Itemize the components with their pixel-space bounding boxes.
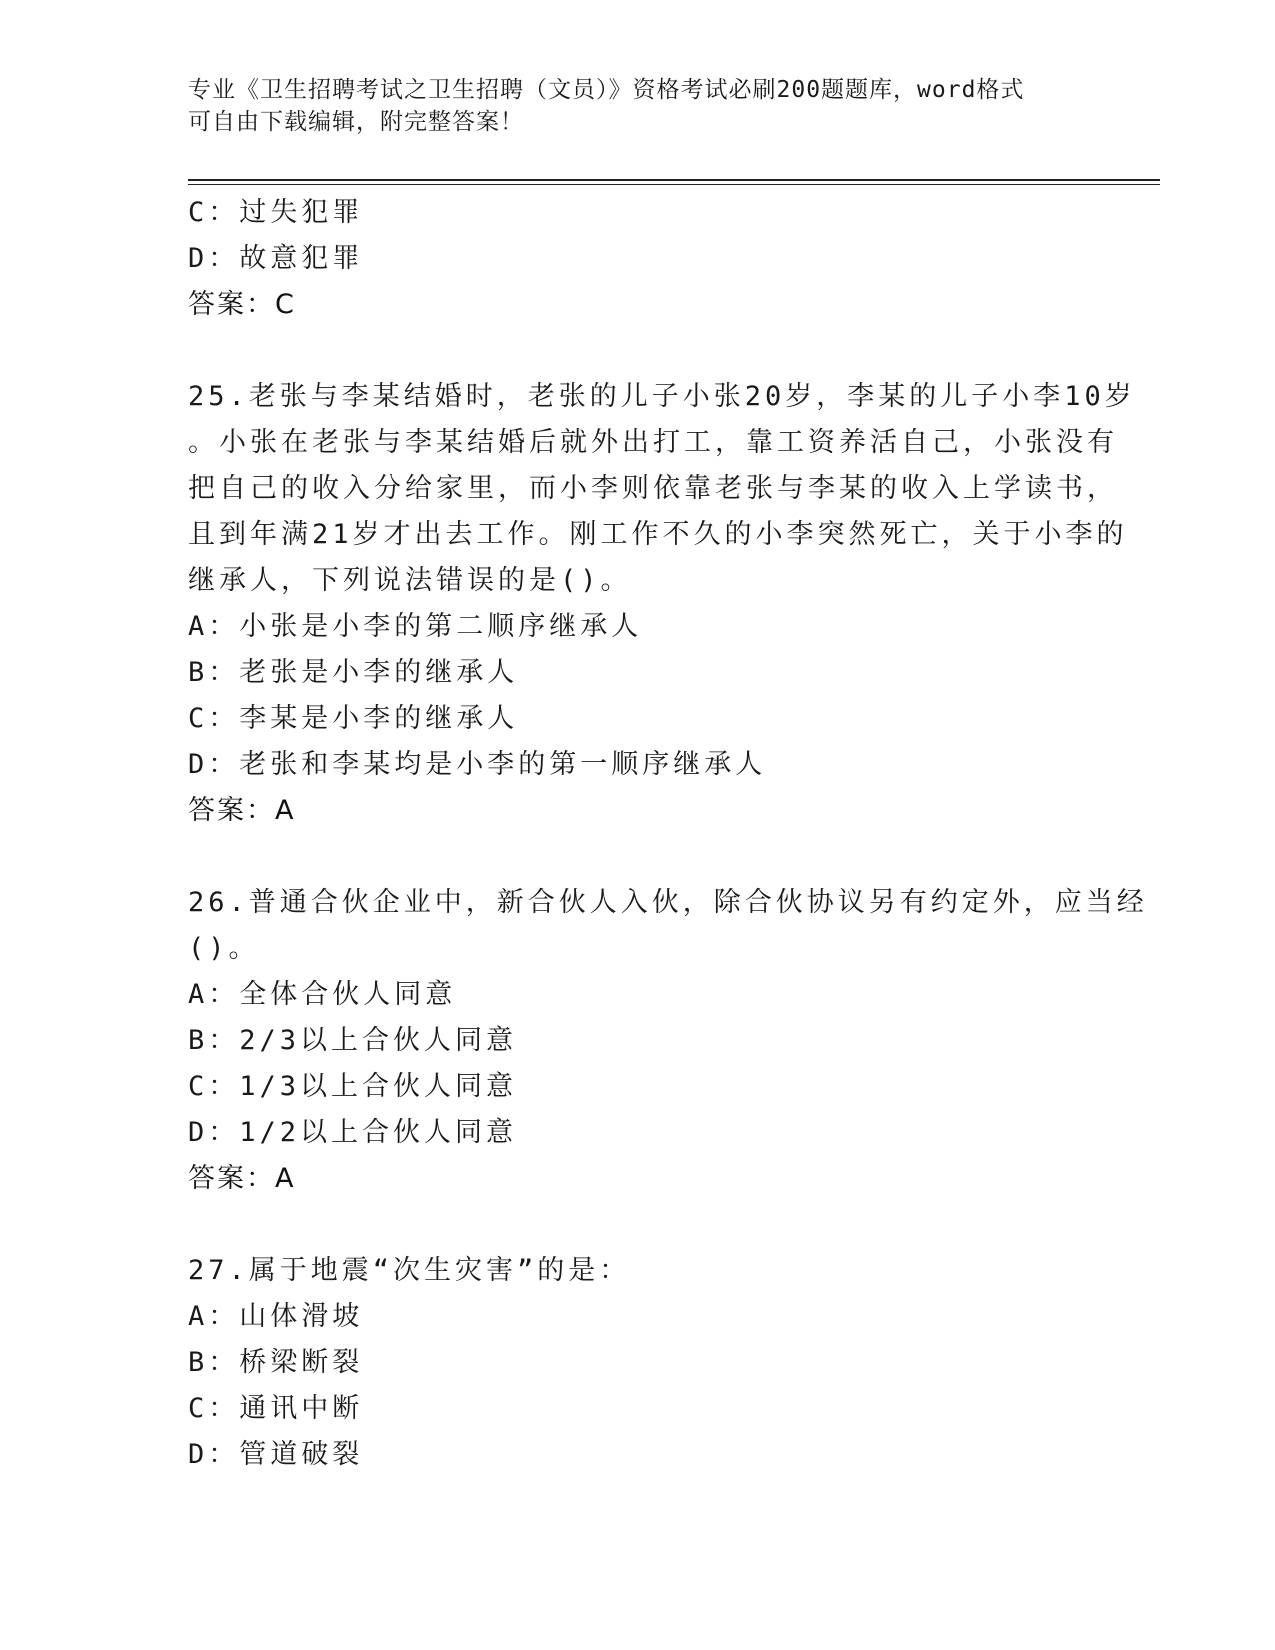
option-d: D：管道破裂: [188, 1439, 364, 1470]
option-d: D：1/2以上合伙人同意: [188, 1117, 518, 1148]
question-stem-line: ()。: [188, 933, 260, 964]
option-c: C：过失犯罪: [188, 197, 364, 228]
option-b: B：2/3以上合伙人同意: [188, 1025, 518, 1056]
option-d: D：故意犯罪: [188, 243, 364, 274]
spacer: [188, 328, 1088, 374]
question-25: [188, 374, 1136, 834]
option-c: C：1/3以上合伙人同意: [188, 1071, 518, 1102]
header-divider-thin: [188, 184, 1160, 185]
option-a: A：全体合伙人同意: [188, 979, 457, 1010]
question-stem-line: 。小张在老张与李某结婚后就外出打工，靠工资养活自己，小张没有: [188, 427, 1118, 458]
question-27: [188, 1248, 1088, 1478]
header-divider: [188, 179, 1160, 181]
option-d: D：老张和李某均是小李的第一顺序继承人: [188, 749, 767, 780]
spacer: [188, 1202, 1088, 1248]
question-stem-line: 继承人，下列说法错误的是()。: [188, 565, 632, 596]
header-line-1: 专业《卫生招聘考试之卫生招聘（文员）》资格考试必刷200题题库，word格式: [188, 77, 1025, 103]
option-b: B：桥梁断裂: [188, 1347, 364, 1378]
spacer: [188, 834, 1088, 880]
question-stem-line: 25.老张与李某结婚时，老张的儿子小张20岁，李某的儿子小李10岁: [188, 381, 1136, 412]
header-line-2: 可自由下载编辑，附完整答案！: [188, 109, 524, 135]
question-stem-line: 27.属于地震“次生灾害”的是：: [188, 1255, 631, 1286]
option-b: B：老张是小李的继承人: [188, 657, 519, 688]
answer-line: 答案：C: [188, 289, 296, 320]
answer-line: 答案：A: [188, 1163, 296, 1194]
question-26: [188, 880, 1148, 1202]
page-header: [188, 74, 1088, 138]
question-stem-line: 把自己的收入分给家里，而小李则依靠老张与李某的收入上学读书，: [188, 473, 1118, 504]
answer-line: 答案：A: [188, 795, 296, 826]
option-c: C：通讯中断: [188, 1393, 364, 1424]
question-stem-line: 且到年满21岁才出去工作。刚工作不久的小李突然死亡，关于小李的: [188, 519, 1128, 550]
option-a: A：山体滑坡: [188, 1301, 364, 1332]
option-a: A：小张是小李的第二顺序继承人: [188, 611, 643, 642]
option-c: C：李某是小李的继承人: [188, 703, 519, 734]
previous-question-tail: [188, 190, 1088, 328]
question-stem-line: 26.普通合伙企业中，新合伙人入伙，除合伙协议另有约定外，应当经: [188, 887, 1148, 918]
document-body: [188, 190, 1148, 1478]
